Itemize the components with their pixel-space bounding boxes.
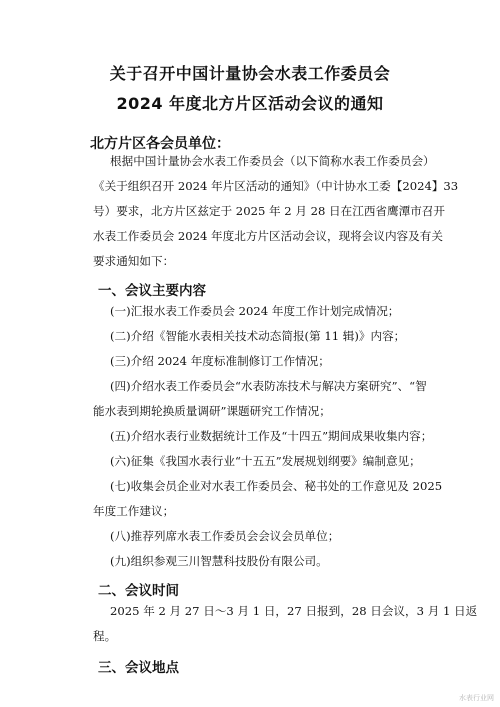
list-item: (一)汇报水表工作委员会 2024 年度工作计划完成情况；: [110, 304, 400, 318]
salutation: 北方片区各会员单位：: [90, 136, 230, 152]
list-item: (八)推荐列席水表工作委员会会议会员单位；: [110, 529, 340, 543]
document-title-line-2: 2024 年度北方片区活动会议的通知: [116, 94, 384, 113]
time-line: 2025 年 2 月 27 日～3 月 1 日，27 日报到，28 日会议，3 月 1 日返: [110, 604, 478, 618]
time-line: 程。: [93, 629, 117, 643]
section-heading-content: 一、会议主要内容: [98, 283, 206, 299]
list-item: (五)介绍水表行业数据统计工作及“十四五”期间成果收集内容；: [110, 429, 433, 443]
intro-line: 根据中国计量协会水表工作委员会（以下简称水表工作委员会）: [110, 154, 435, 168]
section-heading-location: 三、会议地点: [98, 660, 179, 676]
document-title-line-1: 关于召开中国计量协会水表工作委员会: [109, 64, 391, 83]
list-item: (二)介绍《智能水表相关技术动态简报(第 11 辑)》内容；: [110, 329, 406, 343]
list-item: (四)介绍水表工作委员会“水表防冻技术与解决方案研究”、“智: [110, 379, 427, 393]
list-item: (三)介绍 2024 年度标准制修订工作情况；: [110, 354, 330, 368]
list-item: (九)组织参观三川智慧科技股份有限公司。: [110, 554, 328, 568]
section-heading-time: 二、会议时间: [98, 583, 179, 599]
intro-line: 《关于组织召开 2024 年片区活动的通知》（中计协水工委【2024】33: [93, 179, 459, 193]
list-item: (六)征集《我国水表行业“十五五”发展规划纲要》编制意见；: [110, 454, 421, 468]
intro-line: 号）要求，北方片区兹定于 2025 年 2 月 28 日在江西省鹰潭市召开: [93, 204, 445, 218]
intro-line: 水表工作委员会 2024 年度北方片区活动会议，现将会议内容及有关: [93, 229, 443, 243]
watermark: 水表行业网: [459, 694, 494, 702]
list-item: (七)收集会员企业对水表工作委员会、秘书处的工作意见及 2025: [110, 479, 443, 493]
intro-line: 要求通知如下：: [93, 254, 175, 268]
list-item: 能水表到期轮换质量调研”课题研究工作情况；: [93, 404, 331, 418]
list-item: 年度工作建议；: [93, 504, 175, 518]
